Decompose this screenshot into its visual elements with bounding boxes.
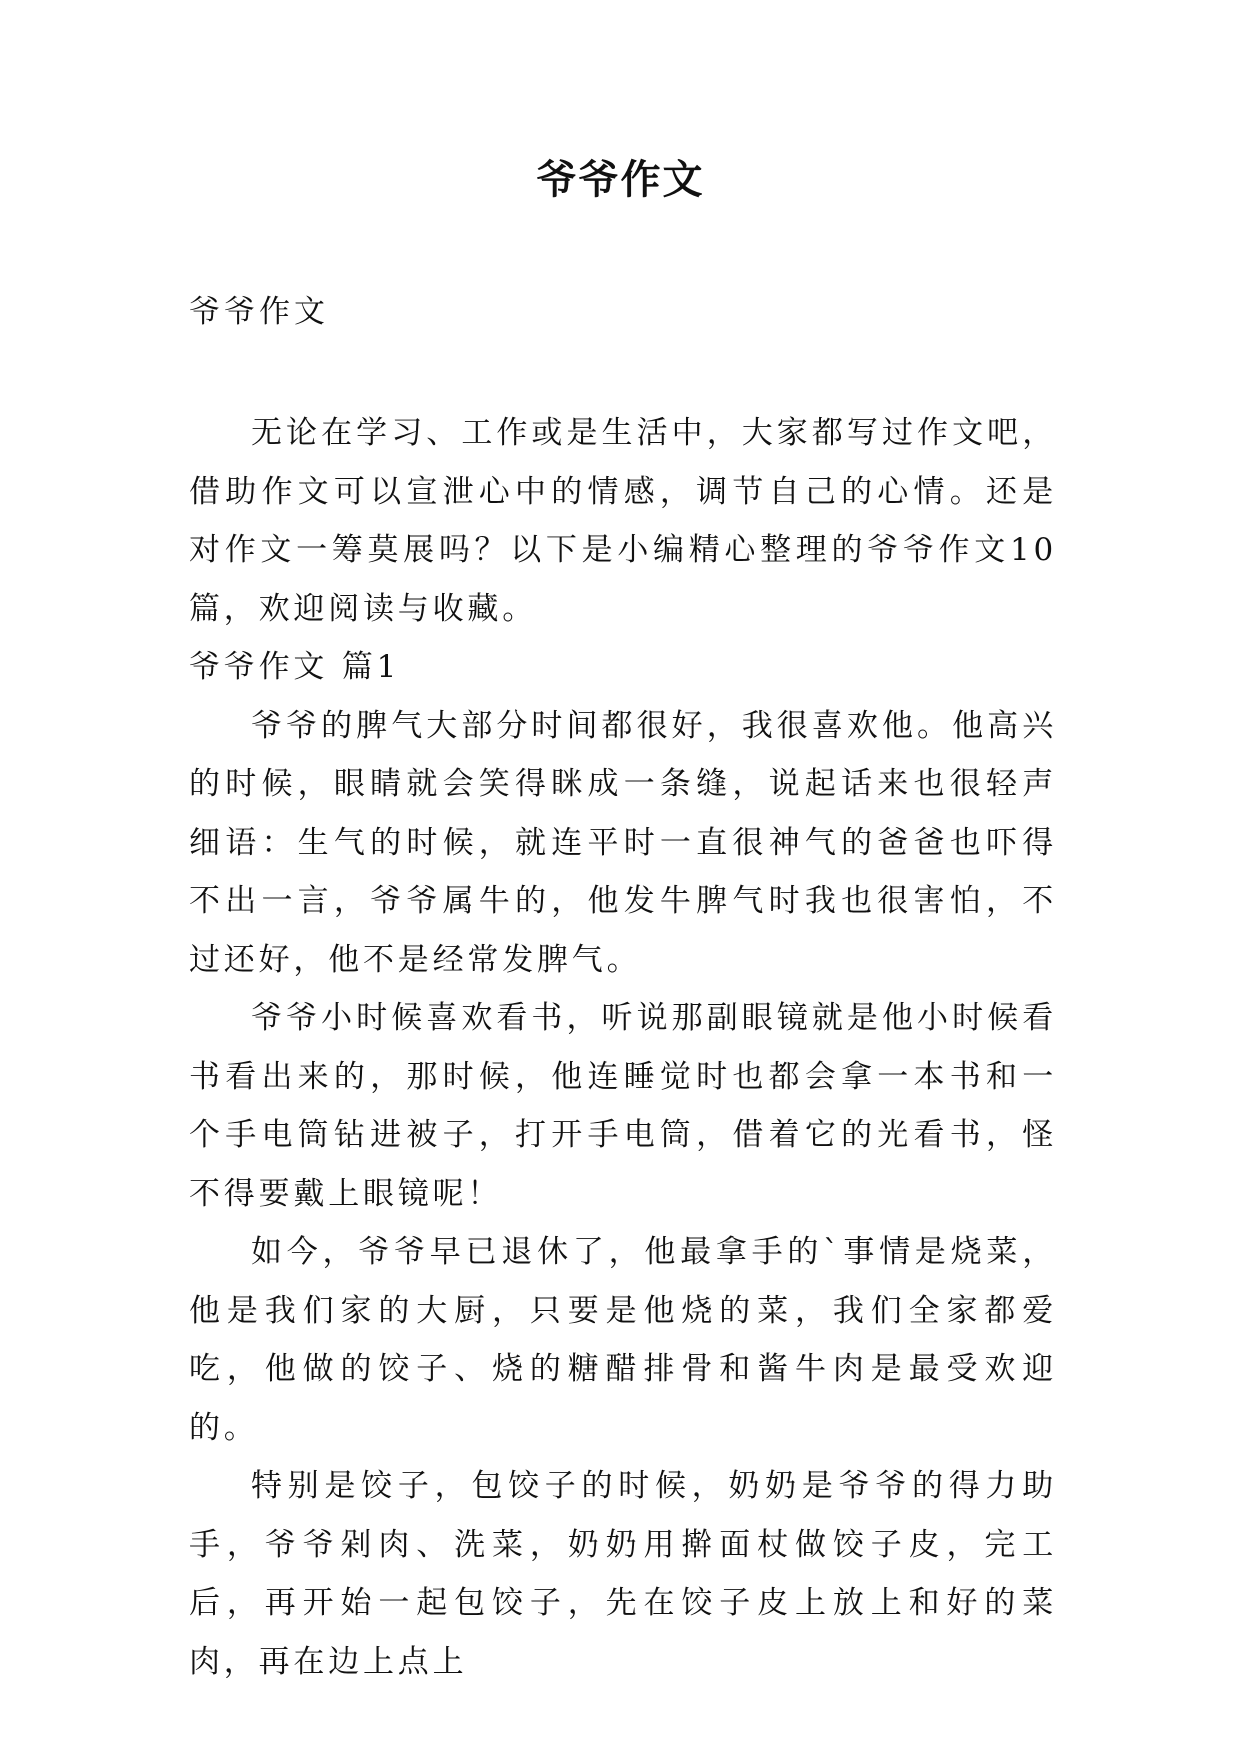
document-body — [189, 404, 1057, 1691]
document-title: 爷爷作文 — [536, 157, 705, 203]
intro-paragraph: 无论在学习、工作或是生活中，大家都写过作文吧，借助作文可以宣泄心中的情感，调节自己的心情。还是对作文一筹莫展吗？以下是小编精心整理的爷爷作文10篇，欢迎阅读与收藏。 — [189, 415, 1057, 627]
body-paragraph: 特别是饺子，包饺子的时候，奶奶是爷爷的得力助手，爷爷剁肉、洗菜，奶奶用擀面杖做饺子皮，完工后，再开始一起包饺子，先在饺子皮上放上和好的菜肉，再在边上点上 — [189, 1468, 1057, 1680]
body-paragraph: 爷爷的脾气大部分时间都很好，我很喜欢他。他高兴的时候，眼睛就会笑得眯成一条缝，说起话来也很轻声细语：生气的时候，就连平时一直很神气的爸爸也吓得不出一言，爷爷属牛的，他发牛脾气时我也很害怕，不过还好，他不是经常发脾气。 — [189, 707, 1057, 978]
body-paragraph: 爷爷小时候喜欢看书，听说那副眼镜就是他小时候看书看出来的，那时候，他连睡觉时也都会拿一本书和一个手电筒钻进被子，打开手电筒，借着它的光看书，怪不得要戴上眼镜呢！ — [189, 1000, 1057, 1212]
body-paragraph: 如今，爷爷早已退休了，他最拿手的`事情是烧菜，他是我们家的大厨，只要是他烧的菜，我们全家都爱吃，他做的饺子、烧的糖醋排骨和酱牛肉是最受欢迎的。 — [189, 1234, 1057, 1446]
document-subtitle: 爷爷作文 — [189, 294, 329, 330]
section-heading: 爷爷作文 篇1 — [189, 649, 401, 685]
